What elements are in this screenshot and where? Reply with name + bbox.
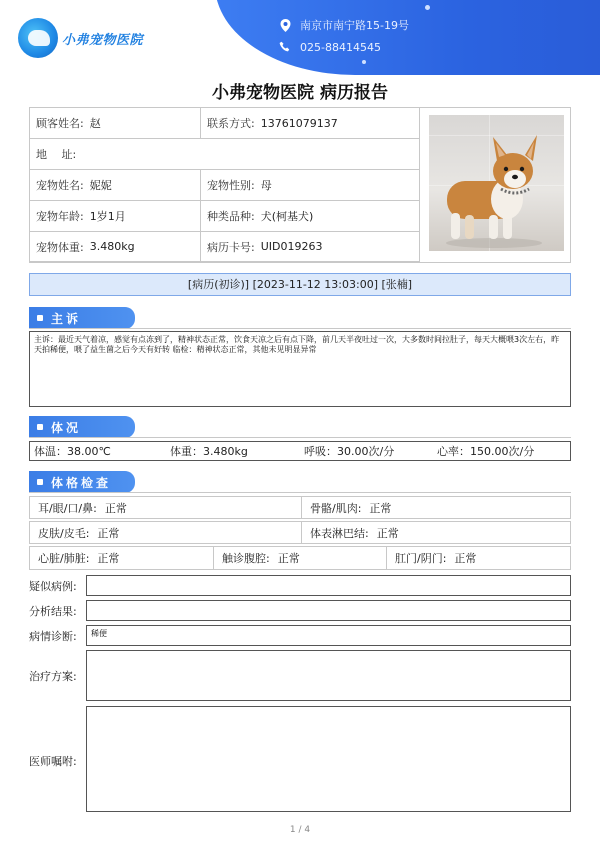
section-bullet-icon xyxy=(37,424,43,430)
diagnosis-label: 病情诊断: xyxy=(29,630,77,643)
section-bullet-icon xyxy=(37,479,43,485)
treatment-field xyxy=(86,650,571,701)
exam-value: 正常 xyxy=(376,526,399,540)
section-divider xyxy=(29,437,571,438)
pet-weight-cell xyxy=(30,232,201,261)
pet-age-value: 1岁1月 xyxy=(89,210,126,223)
customer-name-cell xyxy=(30,108,201,138)
exam-value: 正常 xyxy=(277,552,300,565)
info-row xyxy=(30,108,419,139)
phone-text: 025-88414545 xyxy=(300,40,381,54)
logo-icon xyxy=(18,18,58,58)
exam-row xyxy=(29,546,571,570)
vital-weight: 体重：3.480kg xyxy=(170,445,248,458)
section-complaint-heading xyxy=(29,307,135,329)
section-title: 体格检查 xyxy=(51,475,112,490)
section-title: 主诉 xyxy=(51,311,82,326)
exam-label: 触诊腹腔: xyxy=(222,552,270,565)
exam-lymph xyxy=(301,522,570,543)
suspect-label: 疑似病例: xyxy=(29,580,77,593)
contact-cell xyxy=(201,108,338,138)
pet-name-value: 妮妮 xyxy=(89,179,112,192)
vital-temperature: 体温：38.00℃ xyxy=(34,445,111,458)
treatment-label: 治疗方案: xyxy=(29,670,77,683)
address-label: 地 址: xyxy=(36,148,77,161)
patient-info-table xyxy=(29,107,571,263)
exam-label: 耳/眼/口/鼻: xyxy=(38,501,97,515)
contact-label: 联系方式: xyxy=(207,117,255,130)
exam-abdomen xyxy=(213,547,386,569)
vitals-row xyxy=(29,441,571,461)
pet-sex-label: 宠物性别: xyxy=(207,179,255,192)
pet-weight-label: 宠物体重: xyxy=(36,240,84,254)
page-title: 小弗宠物医院 病历报告 xyxy=(212,83,388,103)
decor-dot xyxy=(362,60,366,64)
exam-label: 心脏/肺脏: xyxy=(38,552,90,565)
exam-heart-lung xyxy=(30,547,213,569)
exam-value: 正常 xyxy=(97,552,120,565)
location-pin-icon xyxy=(278,18,292,32)
pet-name-cell xyxy=(30,170,201,200)
exam-label: 体表淋巴结: xyxy=(310,526,369,540)
exam-value: 正常 xyxy=(97,526,120,540)
pet-sex-value: 母 xyxy=(260,179,272,192)
exam-row xyxy=(29,496,571,519)
exam-label: 骨骼/肌肉: xyxy=(310,501,362,515)
clinic-phone xyxy=(278,40,381,54)
clinic-logo xyxy=(18,18,143,58)
decor-dot xyxy=(425,5,430,10)
section-vitals-heading xyxy=(29,416,135,438)
pet-age-cell xyxy=(30,201,201,231)
advice-label: 医师嘱咐: xyxy=(29,755,77,768)
exam-skin xyxy=(30,522,301,543)
contact-value: 13761079137 xyxy=(260,116,338,130)
pet-age-label: 宠物年龄: xyxy=(36,210,84,223)
vital-breath: 呼吸：30.00次/分 xyxy=(304,445,395,458)
address-text: 南京市南宁路15-19号 xyxy=(300,19,409,32)
diagnosis-field: 稀便 xyxy=(86,625,571,646)
info-row xyxy=(30,232,419,262)
analysis-field xyxy=(86,600,571,621)
exam-value: 正常 xyxy=(104,501,127,515)
pet-sex-cell xyxy=(201,170,272,200)
vital-heart-rate: 心率：150.00次/分 xyxy=(437,445,535,458)
pet-photo-cell xyxy=(419,108,570,262)
breed-value: 犬(柯基犬) xyxy=(260,210,314,223)
breed-cell xyxy=(201,201,313,231)
exam-anus xyxy=(386,547,570,569)
section-divider xyxy=(29,328,571,329)
exam-value: 正常 xyxy=(454,552,477,565)
suspect-field xyxy=(86,575,571,596)
record-id-label: 病历卡号: xyxy=(207,240,255,254)
breed-label: 种类品种: xyxy=(207,210,255,223)
exam-bone xyxy=(301,497,570,518)
info-row xyxy=(30,201,419,232)
clinic-address xyxy=(278,17,409,33)
exam-label: 皮肤/皮毛: xyxy=(38,526,90,540)
customer-name-label: 顾客姓名: xyxy=(36,117,84,130)
header-banner xyxy=(215,0,600,75)
exam-row xyxy=(29,521,571,544)
exam-value: 正常 xyxy=(369,501,392,515)
page-number: 1 / 4 xyxy=(289,825,311,835)
customer-name-value: 赵 xyxy=(89,117,101,130)
page-header xyxy=(0,0,600,75)
logo-text: 小弗宠物医院 xyxy=(62,32,144,48)
visit-info-bar: [病历(初诊)] [2023-11-12 13:03:00] [张楠] xyxy=(29,273,571,296)
address-cell xyxy=(30,139,82,169)
analysis-label: 分析结果: xyxy=(29,605,77,618)
section-bullet-icon xyxy=(37,315,43,321)
section-exam-heading xyxy=(29,471,135,493)
complaint-text: 主诉：最近天气着凉，感觉有点冻到了，精神状态正常，饮食天凉之后有点下降，前几天半夜吐过一次，大多数时间拉肚子，每天大概喂3次左右，昨天拍稀便，喂了益生菌之后今天有好转 临检：精神状态正常，其他未见明显异常 xyxy=(29,331,571,407)
record-id-cell xyxy=(201,232,322,261)
pet-photo xyxy=(429,115,564,251)
exam-ent xyxy=(30,497,301,518)
info-row xyxy=(30,170,419,201)
advice-field xyxy=(86,706,571,812)
phone-icon xyxy=(278,40,292,54)
section-title: 体况 xyxy=(51,420,82,435)
pet-weight-value: 3.480kg xyxy=(89,240,135,253)
section-divider xyxy=(29,492,571,493)
pet-name-label: 宠物姓名: xyxy=(36,179,84,192)
corgi-illustration xyxy=(429,115,564,251)
exam-label: 肛门/阴门: xyxy=(395,552,447,565)
info-row xyxy=(30,139,419,170)
record-id-value: UID019263 xyxy=(260,240,323,253)
